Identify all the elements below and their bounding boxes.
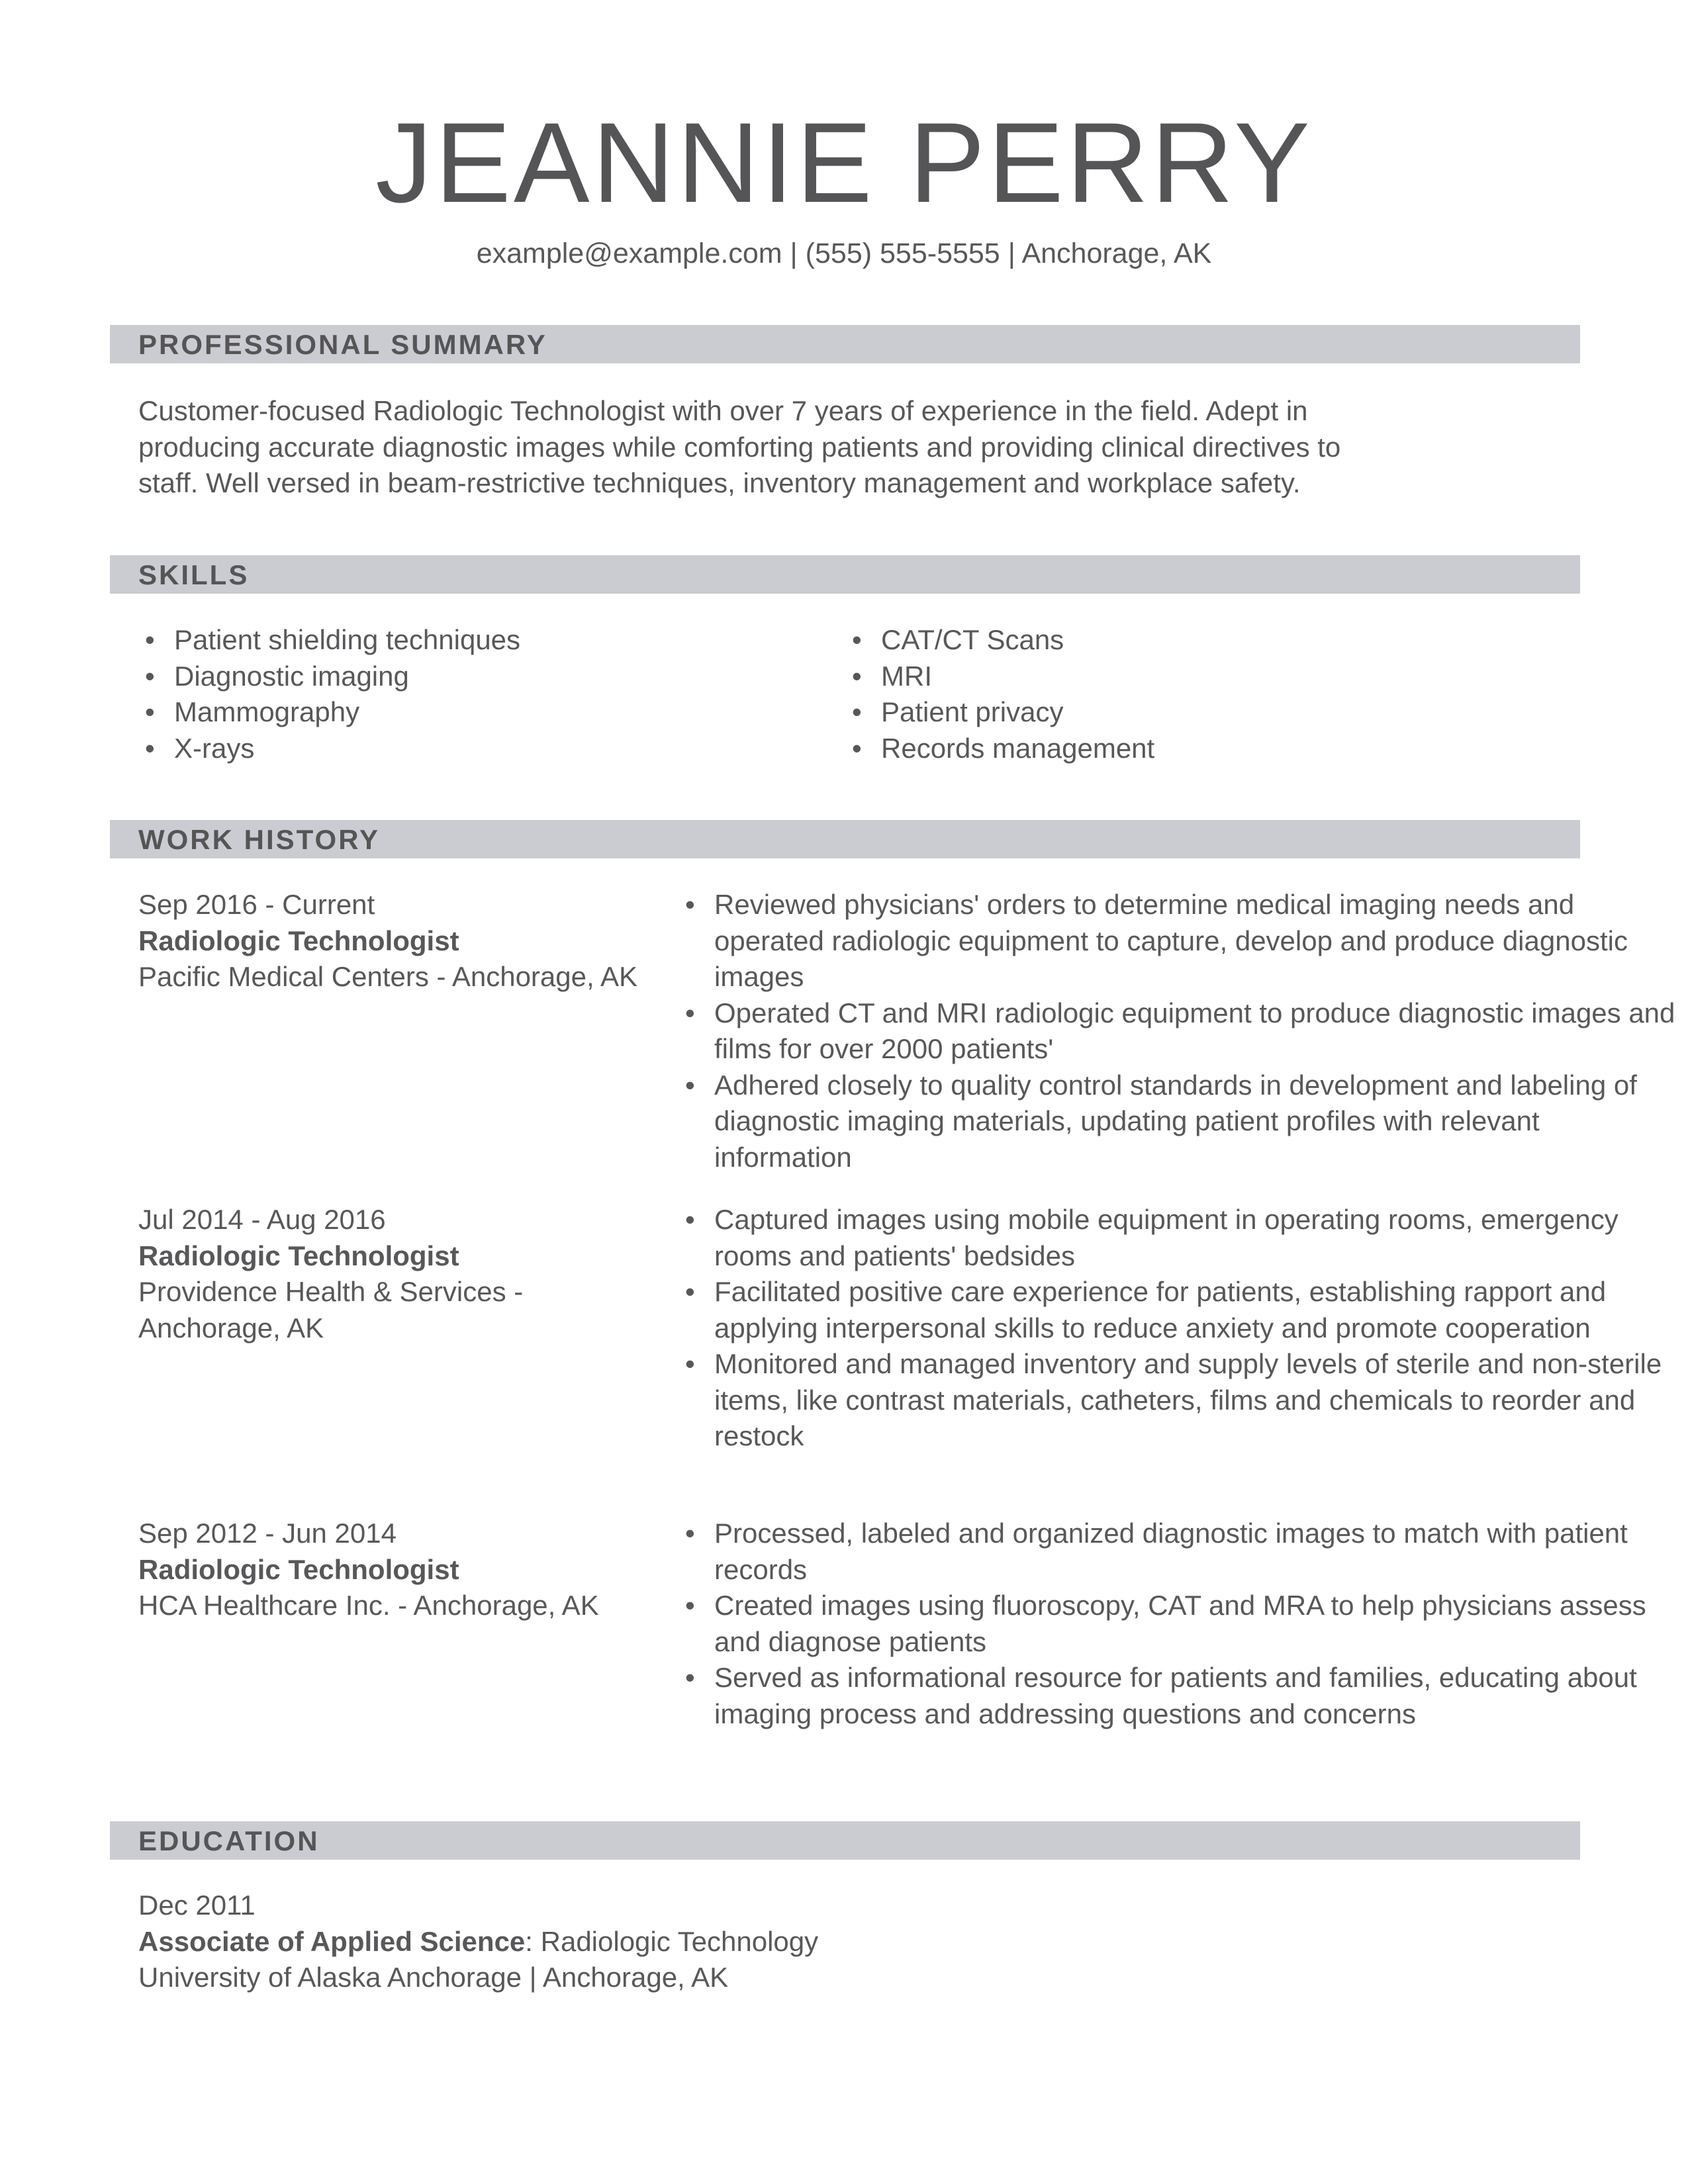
bullet-icon: •: [685, 997, 695, 1028]
bullet-text: Monitored and managed inventory and supply levels of sterile and non-sterile items, like contrast materials, catheters, films and chemicals to reorder and restock: [714, 1348, 1662, 1451]
job-bullet: [685, 1516, 1678, 1588]
job-bullet: [685, 1068, 1678, 1176]
bullet-icon: •: [852, 660, 862, 692]
job-bullet: [685, 1274, 1678, 1346]
skill-label: MRI: [881, 660, 932, 692]
summary-line: Customer-focused Radiologic Technologist with over 7 years of experience in the field. Adept in: [138, 395, 1308, 426]
bullet-icon: •: [145, 624, 155, 655]
education-degree-line: [138, 1924, 818, 1960]
summary-line: staff. Well versed in beam-restrictive techniques, inventory management and workplace safety.: [138, 467, 1301, 498]
job-company: Pacific Medical Centers - Anchorage, AK: [138, 961, 638, 992]
bullet-text: Captured images using mobile equipment in operating rooms, emergency rooms and patients' bedsides: [714, 1204, 1618, 1271]
job-meta: [138, 1516, 655, 1624]
field-of-study: : Radiologic Technology: [525, 1925, 819, 1957]
summary-line: producing accurate diagnostic images while comforting patients and providing clinical directives to: [138, 431, 1341, 463]
bullet-icon: •: [685, 889, 695, 920]
section-header-skills: [110, 555, 1580, 594]
section-header-education: [110, 1821, 1580, 1860]
skill-item: [145, 694, 520, 731]
skill-item: [852, 731, 1154, 767]
bullet-text: Created images using fluoroscopy, CAT and MRA to help physicians assess and diagnose patients: [714, 1590, 1646, 1657]
job-bullets: [685, 887, 1678, 1175]
bullet-text: Facilitated positive care experience for patients, establishing rapport and applying interpersonal skills to reduce anxiety and promote cooperation: [714, 1276, 1607, 1343]
candidate-name: JEANNIE PERRY: [375, 99, 1313, 226]
bullet-text: Adhered closely to quality control standards in development and labeling of diagnostic imaging materials, updating patient profiles with relevant information: [714, 1069, 1637, 1173]
job-title: Radiologic Technologist: [138, 1553, 459, 1585]
bullet-icon: •: [685, 1662, 695, 1693]
job-dates: Jul 2014 - Aug 2016: [138, 1204, 386, 1235]
bullet-icon: •: [685, 1276, 695, 1307]
bullet-text: Served as informational resource for patients and families, educating about imaging process and addressing questions and concerns: [714, 1662, 1637, 1729]
bullet-icon: •: [685, 1069, 695, 1101]
summary-text: [138, 393, 1562, 502]
job-bullet: [685, 887, 1678, 995]
email: example@example.com: [476, 238, 782, 269]
job-bullet: [685, 1588, 1678, 1660]
job-company: Providence Health & Services - Anchorage, AK: [138, 1276, 524, 1343]
phone: (555) 555-5555: [805, 238, 1000, 269]
section-title: EDUCATION: [138, 1825, 320, 1856]
job-bullet: [685, 1346, 1678, 1455]
bullet-icon: •: [145, 696, 155, 727]
skill-item: [852, 622, 1154, 659]
bullet-text: Processed, labeled and organized diagnostic images to match with patient records: [714, 1518, 1628, 1585]
section-title: WORK HISTORY: [138, 824, 381, 855]
contact-info: [0, 236, 1688, 271]
skill-item: [145, 622, 520, 659]
job-title: Radiologic Technologist: [138, 925, 459, 956]
skill-item: [145, 731, 520, 767]
skill-label: Diagnostic imaging: [174, 660, 409, 692]
bullet-icon: •: [852, 732, 862, 764]
bullet-icon: •: [852, 696, 862, 727]
location: Anchorage, AK: [1021, 238, 1212, 269]
job-bullets: [685, 1516, 1678, 1732]
section-title: PROFESSIONAL SUMMARY: [138, 329, 547, 360]
degree: Associate of Applied Science: [138, 1925, 526, 1957]
bullet-icon: •: [145, 660, 155, 692]
skill-label: Mammography: [174, 696, 360, 727]
job-bullet: [685, 995, 1678, 1068]
school: University of Alaska Anchorage | Anchorage, AK: [138, 1962, 729, 1993]
skills-list-right: [852, 622, 1154, 766]
job-company: HCA Healthcare Inc. - Anchorage, AK: [138, 1590, 599, 1621]
skill-label: Patient shielding techniques: [174, 624, 521, 655]
job-title: Radiologic Technologist: [138, 1240, 459, 1271]
bullet-text: Reviewed physicians' orders to determine medical imaging needs and operated radiologic equipment to capture, develop and produce diagnostic images: [714, 889, 1628, 992]
section-title: SKILLS: [138, 559, 250, 590]
skill-item: [852, 694, 1154, 731]
bullet-icon: •: [685, 1590, 695, 1621]
section-header-work-history: [110, 820, 1580, 858]
bullet-text: Operated CT and MRI radiologic equipment to produce diagnostic images and films for over 2000 patients': [714, 997, 1675, 1064]
job-dates: Sep 2016 - Current: [138, 889, 375, 920]
job-bullets: [685, 1202, 1678, 1455]
job-bullet: [685, 1202, 1678, 1274]
separator: |: [790, 238, 798, 269]
bullet-icon: •: [685, 1204, 695, 1235]
skill-label: X-rays: [174, 732, 255, 764]
education-entry: [138, 1888, 818, 1996]
skill-label: Patient privacy: [881, 696, 1064, 727]
bullet-icon: •: [685, 1348, 695, 1379]
separator: |: [1008, 238, 1015, 269]
education-date: Dec 2011: [138, 1889, 256, 1921]
skill-label: CAT/CT Scans: [881, 624, 1064, 655]
bullet-icon: •: [852, 624, 862, 655]
bullet-icon: •: [685, 1518, 695, 1549]
skill-item: [145, 659, 520, 695]
section-header-summary: [110, 325, 1580, 363]
job-meta: [138, 887, 655, 995]
job-dates: Sep 2012 - Jun 2014: [138, 1518, 397, 1549]
job-bullet: [685, 1660, 1678, 1732]
bullet-icon: •: [145, 732, 155, 764]
skill-item: [852, 659, 1154, 695]
job-meta: [138, 1202, 655, 1346]
skills-list-left: [145, 622, 520, 766]
skill-label: Records management: [881, 732, 1155, 764]
